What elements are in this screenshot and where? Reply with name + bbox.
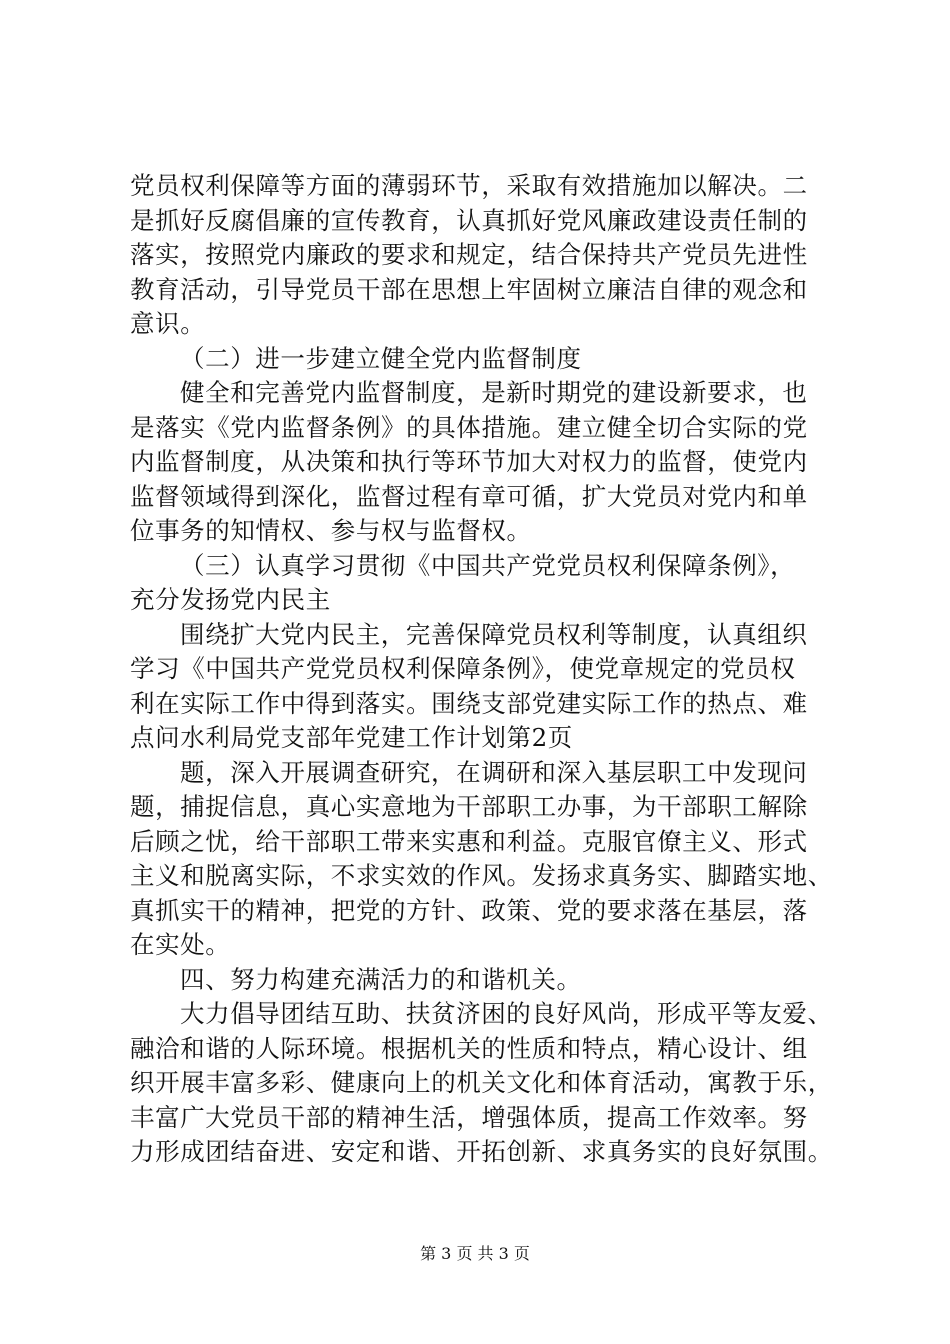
body-line: 党员权利保障等方面的薄弱环节，采取有效措施加以解决。二 bbox=[130, 171, 808, 200]
body-line: 落实，按照党内廉政的要求和规定，结合保持共产党员先进性 bbox=[130, 240, 808, 269]
body-line: 学习《中国共产党党员权利保障条例》，使党章规定的党员权 bbox=[130, 654, 796, 683]
body-line: 在实处。 bbox=[130, 930, 231, 959]
body-line: 健全和完善党内监督制度，是新时期党的建设新要求，也 bbox=[180, 378, 808, 407]
body-line: 监督领域得到深化，监督过程有章可循，扩大党员对党内和单 bbox=[130, 482, 808, 511]
body-line: 主义和脱离实际，不求实效的作风。发扬求真务实、脚踏实地、 bbox=[130, 861, 833, 890]
body-line: 融洽和谐的人际环境。根据机关的性质和特点，精心设计、组 bbox=[130, 1034, 808, 1063]
page-number-footer: 第 3 页 共 3 页 bbox=[420, 1244, 530, 1263]
body-line: 意识。 bbox=[130, 309, 206, 338]
body-line: 内监督制度，从决策和执行等环节加大对权力的监督，使党内 bbox=[130, 447, 808, 476]
body-line: 点问水利局党支部年党建工作计划第2页 bbox=[130, 723, 573, 752]
section-heading: （二）进一步建立健全党内监督制度 bbox=[180, 344, 582, 373]
body-line: 大力倡导团结互助、扶贫济困的良好风尚，形成平等友爱、 bbox=[180, 999, 833, 1028]
body-line: 题，捕捉信息，真心实意地为干部职工办事，为干部职工解除 bbox=[130, 792, 808, 821]
body-line: 是抓好反腐倡廉的宣传教育，认真抓好党风廉政建设责任制的 bbox=[130, 206, 808, 235]
body-line: 教育活动，引导党员干部在思想上牢固树立廉洁自律的观念和 bbox=[130, 275, 808, 304]
section-heading-continued: 充分发扬党内民主 bbox=[130, 585, 331, 614]
body-line: 织开展丰富多彩、健康向上的机关文化和体育活动，寓教于乐， bbox=[130, 1068, 833, 1097]
body-line: 是落实《党内监督条例》的具体措施。建立健全切合实际的党 bbox=[130, 413, 808, 442]
body-line: 后顾之忧，给干部职工带来实惠和利益。克服官僚主义、形式 bbox=[130, 827, 808, 856]
body-line: 真抓实干的精神，把党的方针、政策、党的要求落在基层，落 bbox=[130, 896, 808, 925]
body-line: 利在实际工作中得到落实。围绕支部党建实际工作的热点、难 bbox=[130, 689, 808, 718]
body-line: 丰富广大党员干部的精神生活，增强体质，提高工作效率。努 bbox=[130, 1103, 808, 1132]
section-heading: 四、努力构建充满活力的和谐机关。 bbox=[180, 965, 582, 994]
body-line: 力形成团结奋进、安定和谐、开拓创新、求真务实的良好氛围。 bbox=[130, 1137, 833, 1166]
body-line: 题，深入开展调查研究，在调研和深入基层职工中发现问 bbox=[180, 758, 808, 787]
body-line: 位事务的知情权、参与权与监督权。 bbox=[130, 516, 532, 545]
section-heading: （三）认真学习贯彻《中国共产党党员权利保障条例》， bbox=[180, 551, 796, 580]
body-line: 围绕扩大党内民主，完善保障党员权利等制度，认真组织 bbox=[180, 620, 808, 649]
